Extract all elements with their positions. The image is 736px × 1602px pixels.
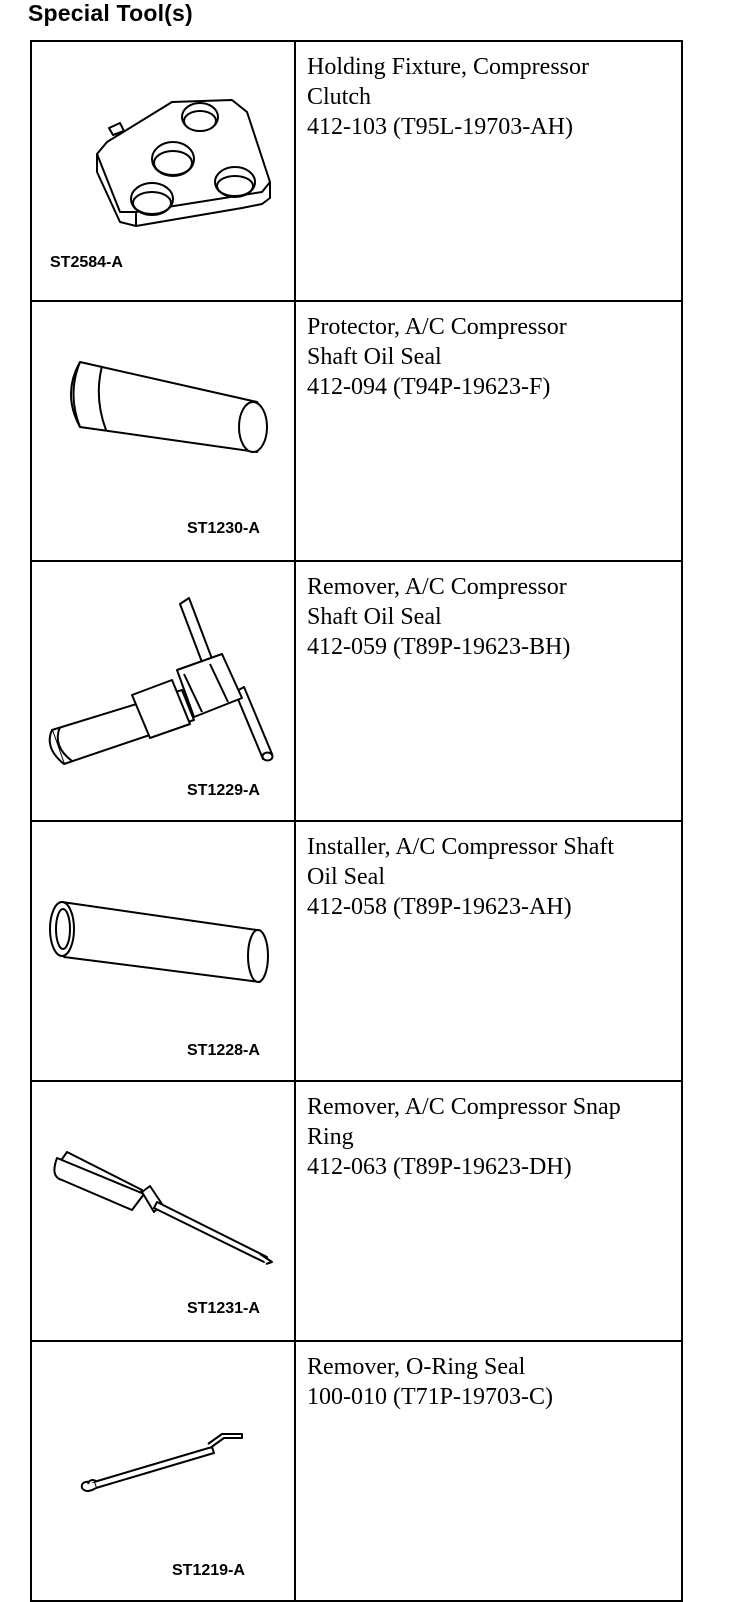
protector-sleeve-illustration xyxy=(32,302,294,550)
tool-description-cell xyxy=(295,301,682,561)
tool-code: ST1229-A xyxy=(187,782,260,799)
table-row xyxy=(31,561,682,821)
holding-fixture-illustration xyxy=(32,42,294,290)
table-row xyxy=(31,1341,682,1601)
tool-illustration-cell xyxy=(31,1341,295,1601)
tool-name-line: Shaft Oil Seal xyxy=(307,604,442,630)
tool-description-cell xyxy=(295,561,682,821)
tool-code: ST1231-A xyxy=(187,1300,260,1317)
tool-illustration-cell xyxy=(31,821,295,1081)
tool-code: ST1228-A xyxy=(187,1042,260,1059)
tool-description-cell xyxy=(295,41,682,301)
tool-part-number: 412-063 (T89P-19623-DH) xyxy=(307,1154,572,1180)
tool-description-cell xyxy=(295,821,682,1081)
tool-illustration-cell xyxy=(31,41,295,301)
tool-name-line: Remover, A/C Compressor Snap xyxy=(307,1094,621,1120)
tool-name-line: Oil Seal xyxy=(307,864,385,890)
table-row xyxy=(31,301,682,561)
snap-ring-remover-illustration xyxy=(32,1082,294,1330)
tool-part-number: 100-010 (T71P-19703-C) xyxy=(307,1384,553,1410)
tool-code: ST1219-A xyxy=(172,1562,245,1579)
table-row xyxy=(31,1081,682,1341)
tool-code: ST2584-A xyxy=(50,254,123,271)
special-tools-table xyxy=(30,40,683,1602)
tool-name-line: Remover, A/C Compressor xyxy=(307,574,567,600)
tool-description-cell xyxy=(295,1081,682,1341)
tool-name-line: Clutch xyxy=(307,84,371,110)
table-row xyxy=(31,821,682,1081)
tool-part-number: 412-059 (T89P-19623-BH) xyxy=(307,634,571,660)
tool-name-line: Protector, A/C Compressor xyxy=(307,314,567,340)
tool-illustration-cell xyxy=(31,1081,295,1341)
tool-name-line: Shaft Oil Seal xyxy=(307,344,442,370)
tool-part-number: 412-058 (T89P-19623-AH) xyxy=(307,894,572,920)
tool-name-line: Ring xyxy=(307,1124,354,1150)
tool-name-line: Installer, A/C Compressor Shaft xyxy=(307,834,615,860)
tool-illustration-cell xyxy=(31,561,295,821)
tool-name-line: Holding Fixture, Compressor xyxy=(307,54,589,80)
tool-code: ST1230-A xyxy=(187,520,260,537)
tool-name-line: Remover, O-Ring Seal xyxy=(307,1354,526,1380)
table-row xyxy=(31,41,682,301)
tool-description-cell xyxy=(295,1341,682,1601)
tool-illustration-cell xyxy=(31,301,295,561)
seal-remover-illustration xyxy=(32,562,294,810)
page-title: Special Tool(s) xyxy=(28,0,193,26)
o-ring-remover-illustration xyxy=(32,1342,294,1590)
seal-installer-illustration xyxy=(32,822,294,1070)
tool-part-number: 412-094 (T94P-19623-F) xyxy=(307,374,551,400)
tool-part-number: 412-103 (T95L-19703-AH) xyxy=(307,114,573,140)
